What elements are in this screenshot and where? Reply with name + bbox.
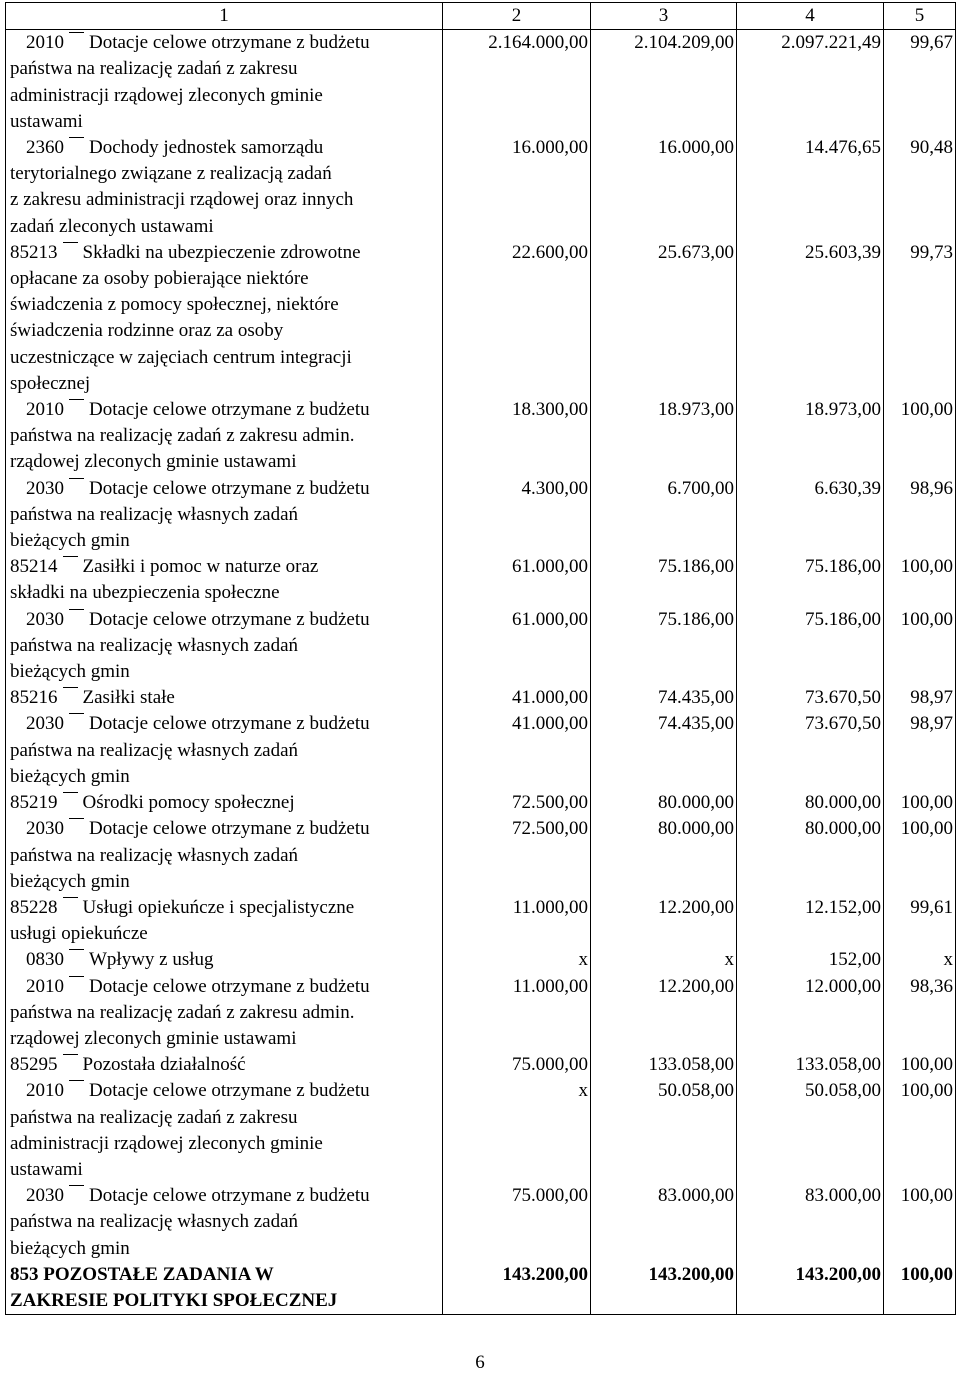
row-continuation: państwa na realizację własnych zadań [10,1211,299,1233]
budget-table [5,2,956,1315]
value-v4: 75.186,00 [737,607,884,686]
row-title: Dotacje celowe otrzymane z budżetu [89,1080,370,1102]
value-v5: 99,73 [884,240,956,397]
value-v4: 83.000,00 [737,1183,884,1262]
classification-code: 2360 [26,137,64,159]
row-title: Dotacje celowe otrzymane z budżetu [89,477,370,499]
row-continuation: ustawami [10,1158,83,1180]
row-first-line [10,895,440,921]
column-header: 5 [884,3,956,30]
value-v5: 100,00 [884,554,956,606]
row-description [6,895,443,947]
classification-code: 85228 [10,896,58,918]
table-row [6,476,956,555]
value-v4: 18.973,00 [737,397,884,476]
row-description [6,135,443,240]
row-first-line [10,790,440,816]
table-row [6,240,956,397]
row-title: Składki na ubezpieczenie zdrowotne [82,241,361,263]
value-v2: 2.164.000,00 [443,30,591,135]
page-number: 6 [475,1352,485,1373]
column-number-row [6,3,956,30]
classification-code: 85295 [10,1054,58,1076]
row-continuation: bieżących gmin [10,870,130,892]
value-v5: 98,97 [884,685,956,711]
row-description [6,1183,443,1262]
row-continuation: państwa na realizację zadań z zakresu [10,1106,298,1128]
classification-code: 85213 [10,241,58,263]
value-v3: 83.000,00 [591,1183,737,1262]
row-description [6,1052,443,1078]
row-first-line [10,476,440,502]
value-v3: 2.104.209,00 [591,30,737,135]
dash-separator [58,693,83,703]
value-v4: 14.476,65 [737,135,884,240]
dash-separator [58,248,83,258]
value-v3: 6.700,00 [591,476,737,555]
value-v2: 18.300,00 [443,397,591,476]
row-first-line [10,816,440,842]
value-v2: 72.500,00 [443,816,591,895]
value-v4: 80.000,00 [737,790,884,816]
classification-code: 85219 [10,792,58,814]
value-v4: 12.000,00 [737,974,884,1053]
row-continuation: państwa na realizację własnych zadań [10,739,299,761]
row-description [6,947,443,973]
dash-separator [64,719,89,729]
value-v4: 73.670,50 [737,685,884,711]
table-row [6,895,956,947]
row-continuation: zadań zleconych ustawami [10,215,214,237]
row-description [6,397,443,476]
total-v4: 143.200,00 [737,1262,884,1315]
row-first-line [10,607,440,633]
dash-separator [64,484,89,494]
dash-separator [64,824,89,834]
row-description [6,711,443,790]
row-continuation: ustawami [10,110,83,132]
value-v5: 100,00 [884,607,956,686]
dash-separator [64,982,89,992]
table-row [6,554,956,606]
row-continuation: państwa na realizację zadań z zakresu admin. [10,1001,355,1023]
value-v5: 98,97 [884,711,956,790]
value-v4: 50.058,00 [737,1078,884,1183]
dash-separator [64,1191,89,1201]
row-description [6,30,443,135]
row-description [6,476,443,555]
row-title: Pozostała działalność [82,1054,246,1076]
value-v4: 80.000,00 [737,816,884,895]
row-title: Ośrodki pomocy społecznej [82,792,295,814]
dash-separator [58,798,83,808]
classification-code: 2010 [26,1080,64,1102]
row-title: Zasiłki i pomoc w naturze oraz [82,556,319,578]
row-first-line [10,1052,440,1078]
classification-code: 2030 [26,1185,64,1207]
column-header: 3 [591,3,737,30]
classification-code: 85214 [10,556,58,578]
dash-separator [64,615,89,625]
row-continuation: opłacane za osoby pobierające niektóre [10,268,309,290]
row-continuation: administracji rządowej zleconych gminie [10,84,323,106]
row-continuation: uczestniczące w zajęciach centrum integracji [10,346,352,368]
value-v5: 99,67 [884,30,956,135]
table-row [6,974,956,1053]
row-first-line [10,947,440,973]
dash-separator [64,38,89,48]
row-description [6,554,443,606]
row-title: Dochody jednostek samorządu [89,137,324,159]
row-continuation: z zakresu administracji rządowej oraz innych [10,189,354,211]
table-row [6,816,956,895]
value-v3: 50.058,00 [591,1078,737,1183]
column-header: 4 [737,3,884,30]
row-description [6,607,443,686]
value-v5: 90,48 [884,135,956,240]
value-v2: 72.500,00 [443,790,591,816]
row-continuation: społecznej [10,372,91,394]
total-line: 853 POZOSTAŁE ZADANIA W [10,1263,274,1285]
value-v2: 11.000,00 [443,974,591,1053]
value-v2: 61.000,00 [443,554,591,606]
classification-code: 85216 [10,687,58,709]
row-first-line [10,30,440,56]
value-v5: 100,00 [884,1183,956,1262]
value-v2: 11.000,00 [443,895,591,947]
total-row [6,1262,956,1315]
row-first-line [10,240,440,266]
row-first-line [10,1183,440,1209]
value-v5: 99,61 [884,895,956,947]
value-v4: 75.186,00 [737,554,884,606]
value-v3: 12.200,00 [591,895,737,947]
row-continuation: bieżących gmin [10,765,130,787]
total-v2: 143.200,00 [443,1262,591,1315]
value-v5: 98,96 [884,476,956,555]
row-description [6,974,443,1053]
dash-separator [64,1086,89,1096]
table-row [6,607,956,686]
value-v3: 16.000,00 [591,135,737,240]
row-title: Wpływy z usług [89,949,214,971]
value-v2: 61.000,00 [443,607,591,686]
value-v3: 80.000,00 [591,790,737,816]
row-continuation: usługi opiekuńcze [10,923,148,945]
row-continuation: bieżących gmin [10,661,130,683]
dash-separator [58,1060,83,1070]
value-v3: 75.186,00 [591,554,737,606]
table-row [6,135,956,240]
value-v4: 73.670,50 [737,711,884,790]
value-v3: 80.000,00 [591,816,737,895]
row-title: Usługi opiekuńcze i specjalistyczne [82,896,355,918]
value-v2: 22.600,00 [443,240,591,397]
dash-separator [58,903,83,913]
classification-code: 0830 [26,949,64,971]
value-v5: 100,00 [884,816,956,895]
value-v4: 25.603,39 [737,240,884,397]
value-v4: 12.152,00 [737,895,884,947]
table-row [6,30,956,135]
row-continuation: bieżących gmin [10,530,130,552]
table-row [6,397,956,476]
row-title: Dotacje celowe otrzymane z budżetu [89,1185,370,1207]
total-v3: 143.200,00 [591,1262,737,1315]
value-v3: 18.973,00 [591,397,737,476]
value-v5: 100,00 [884,790,956,816]
value-v2: 4.300,00 [443,476,591,555]
row-description [6,1078,443,1183]
row-first-line [10,974,440,1000]
row-continuation: składki na ubezpieczenia społeczne [10,582,280,604]
row-title: Dotacje celowe otrzymane z budżetu [89,818,370,840]
classification-code: 2030 [26,713,64,735]
value-v3: 133.058,00 [591,1052,737,1078]
table-row [6,1183,956,1262]
row-first-line [10,397,440,423]
value-v2: x [443,1078,591,1183]
value-v3: 75.186,00 [591,607,737,686]
row-continuation: państwa na realizację własnych zadań [10,503,299,525]
table-row [6,1052,956,1078]
value-v2: 41.000,00 [443,685,591,711]
value-v4: 2.097.221,49 [737,30,884,135]
row-first-line [10,135,440,161]
table-row [6,947,956,973]
dash-separator [58,562,83,572]
value-v4: 152,00 [737,947,884,973]
row-first-line [10,554,440,580]
row-continuation: administracji rządowej zleconych gminie [10,1132,323,1154]
row-continuation: terytorialnego związane z realizacją zadań [10,163,332,185]
classification-code: 2030 [26,477,64,499]
dash-separator [64,955,89,965]
row-first-line [10,711,440,737]
row-first-line [10,1078,440,1104]
total-description [6,1262,443,1315]
row-title: Dotacje celowe otrzymane z budżetu [89,32,370,54]
value-v2: 16.000,00 [443,135,591,240]
table-row [6,1078,956,1183]
column-header: 2 [443,3,591,30]
row-continuation: państwa na realizację własnych zadań [10,844,299,866]
row-title: Dotacje celowe otrzymane z budżetu [89,713,370,735]
row-continuation: rządowej zleconych gminie ustawami [10,1027,297,1049]
row-continuation: państwa na realizację zadań z zakresu admin. [10,425,355,447]
row-continuation: państwa na realizację zadań z zakresu [10,58,298,80]
value-v5: 100,00 [884,1052,956,1078]
table-row [6,711,956,790]
value-v5: 98,36 [884,974,956,1053]
table-row [6,685,956,711]
dash-separator [64,405,89,415]
value-v3: 74.435,00 [591,685,737,711]
value-v3: 74.435,00 [591,711,737,790]
classification-code: 2010 [26,975,64,997]
total-line: ZAKRESIE POLITYKI SPOŁECZNEJ [10,1289,338,1311]
row-continuation: rządowej zleconych gminie ustawami [10,451,297,473]
classification-code: 2010 [26,399,64,421]
value-v4: 6.630,39 [737,476,884,555]
row-title: Zasiłki stałe [82,687,175,709]
column-header: 1 [6,3,443,30]
row-description [6,790,443,816]
classification-code: 2010 [26,32,64,54]
dash-separator [64,143,89,153]
value-v2: 41.000,00 [443,711,591,790]
row-continuation: świadczenia rodzinne oraz za osoby [10,320,284,342]
row-continuation: bieżących gmin [10,1237,130,1259]
row-title: Dotacje celowe otrzymane z budżetu [89,975,370,997]
row-title: Dotacje celowe otrzymane z budżetu [89,399,370,421]
value-v2: x [443,947,591,973]
classification-code: 2030 [26,608,64,630]
value-v5: 100,00 [884,397,956,476]
row-description [6,685,443,711]
value-v3: 25.673,00 [591,240,737,397]
classification-code: 2030 [26,818,64,840]
total-v5: 100,00 [884,1262,956,1315]
table-row [6,790,956,816]
row-description [6,240,443,397]
row-continuation: państwa na realizację własnych zadań [10,634,299,656]
row-description [6,816,443,895]
table-body [6,30,956,1315]
value-v5: 100,00 [884,1078,956,1183]
value-v4: 133.058,00 [737,1052,884,1078]
value-v2: 75.000,00 [443,1052,591,1078]
row-continuation: świadczenia z pomocy społecznej, niektóre [10,294,339,316]
value-v2: 75.000,00 [443,1183,591,1262]
value-v3: 12.200,00 [591,974,737,1053]
value-v3: x [591,947,737,973]
row-first-line [10,685,440,711]
row-title: Dotacje celowe otrzymane z budżetu [89,608,370,630]
value-v5: x [884,947,956,973]
